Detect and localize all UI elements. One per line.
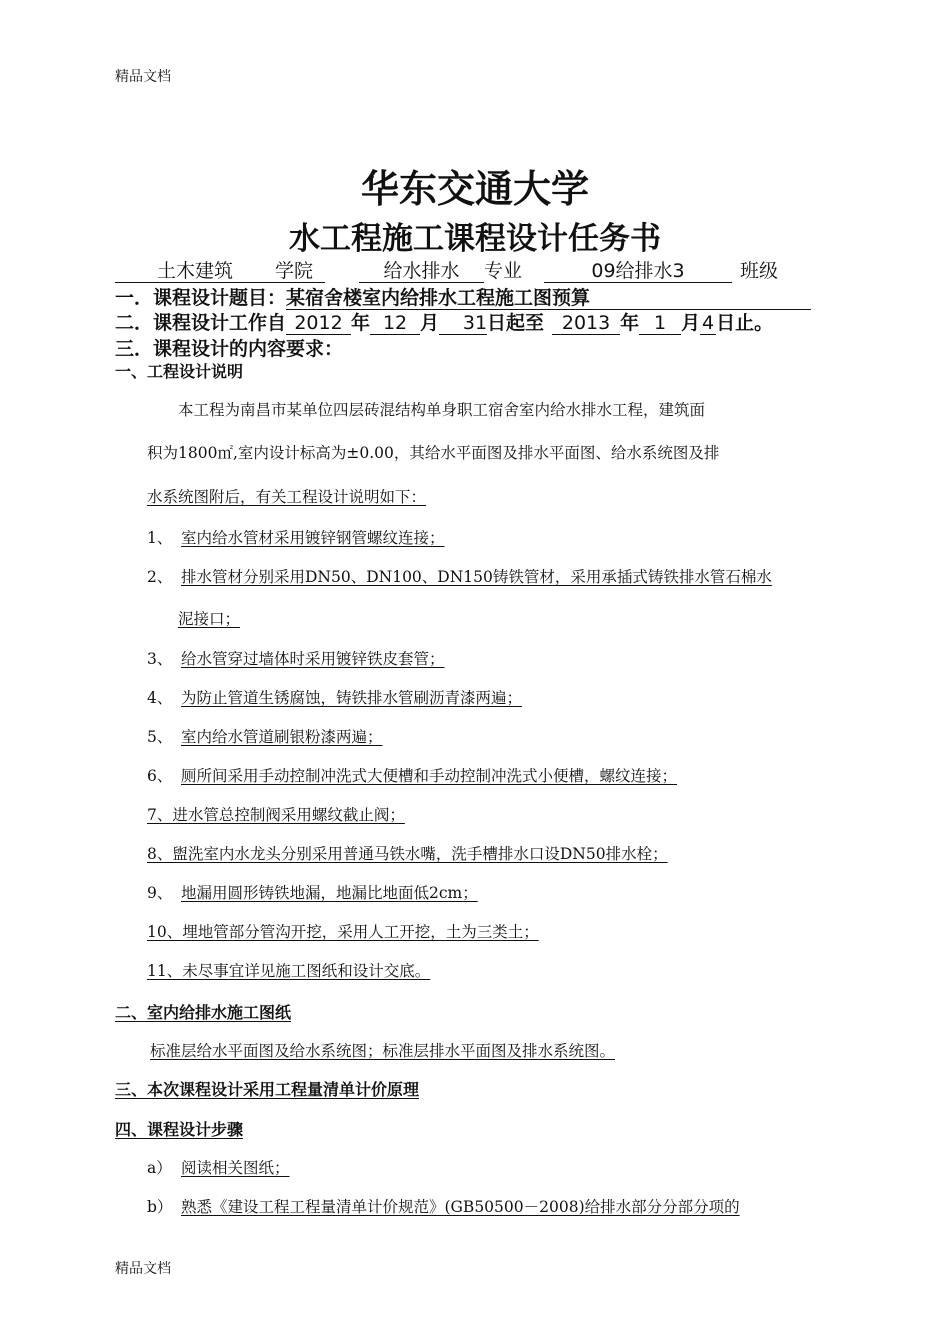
list-item: 9、 地漏用圆形铸铁地漏，地漏比地面低2cm； — [147, 884, 478, 902]
end-year: 2013 — [552, 312, 620, 335]
list-item: 3、 给水管穿过墙体时采用镀锌铁皮套管； — [147, 650, 445, 668]
section1-para-line-3: 水系统图附后，有关工程设计说明如下： — [147, 488, 427, 506]
topic-label: 一．课程设计题目： — [115, 287, 287, 309]
list-item: 7、进水管总控制阀采用螺纹截止阀； — [147, 806, 405, 824]
start-year: 2012 — [286, 312, 351, 335]
document-subtitle: 水工程施工课程设计任务书 — [289, 221, 661, 257]
section1-para-line-1: 本工程为南昌市某单位四层砖混结构单身职工宿舍室内给水排水工程，建筑面 — [178, 401, 706, 419]
list-item: b） 熟悉《建设工程工程量清单计价规范》(GB50500－2008)给排水部分分部分项的 — [147, 1198, 740, 1216]
month-label-1: 月 — [420, 312, 440, 334]
list-item: 8、盥洗室内水龙头分别采用普通马铁水嘴，洗手槽排水口设DN50排水栓； — [147, 845, 668, 863]
start-month: 12 — [370, 312, 420, 335]
list-item: 4、 为防止管道生锈腐蚀，铸铁排水管刷沥青漆两遍； — [147, 689, 523, 707]
major-label: 专业 — [484, 260, 523, 282]
period-label: 二．课程设计工作自 — [115, 312, 287, 334]
list-item: a） 阅读相关图纸； — [147, 1159, 290, 1177]
list-item: 10、埋地管部分管沟开挖，采用人工开挖，土为三类土； — [147, 923, 539, 941]
document-title: 华东交通大学 — [360, 167, 589, 211]
section2-heading: 二、室内给排水施工图纸 — [115, 1003, 292, 1022]
list-item: 6、 厕所间采用手动控制冲洗式大便槽和手动控制冲洗式小便槽，螺纹连接； — [147, 767, 678, 785]
section1-para-line-2: 积为1800㎡,室内设计标高为±0.00，其给水平面图及排水平面图、给水系统图及排 — [147, 444, 720, 462]
class-line — [115, 256, 778, 283]
topic-line — [115, 283, 811, 310]
year-label-1: 年 — [351, 312, 371, 334]
list-item: 1、 室内给水管材采用镀锌钢管螺纹连接； — [147, 529, 445, 547]
content-heading: 三．课程设计的内容要求： — [115, 338, 344, 360]
footer-mark: 精品文档 — [115, 1261, 171, 1277]
period-line — [115, 308, 773, 335]
school-value: 土木建筑 — [115, 260, 275, 283]
end-month: 1 — [639, 312, 681, 335]
list-item: 5、 室内给水管道刷银粉漆两遍； — [147, 728, 383, 746]
header-mark: 精品文档 — [115, 69, 171, 85]
year-label-2: 年 — [620, 312, 640, 334]
list-item: 2、 排水管材分别采用DN50、DN100、DN150铸铁管材，采用承插式铸铁排水管石棉水 — [147, 568, 772, 586]
start-day: 31 — [439, 312, 487, 335]
section2-text: 标准层给水平面图及给水系统图；标准层排水平面图及排水系统图。 — [150, 1042, 616, 1060]
class-label: 班级 — [740, 260, 779, 282]
section4-heading: 四、课程设计步骤 — [115, 1120, 244, 1139]
month-label-2: 月 — [681, 312, 701, 334]
topic-value: 某宿舍楼室内给排水工程施工图预算 — [286, 287, 811, 310]
list-item: 泥接口； — [178, 610, 241, 628]
class-value: 09给排水3 — [544, 260, 732, 283]
section3-heading: 三、本次课程设计采用工程量清单计价原理 — [115, 1080, 420, 1099]
major-value: 给水排水 — [359, 260, 484, 283]
school-label: 学院 — [275, 260, 325, 283]
section1-heading: 一、工程设计说明 — [115, 362, 244, 381]
list-item: 11、未尽事宜详见施工图纸和设计交底。 — [147, 962, 431, 980]
period-mid: 日起至 — [487, 312, 545, 334]
period-end: 日止。 — [716, 312, 774, 334]
end-day: 4 — [702, 312, 715, 334]
